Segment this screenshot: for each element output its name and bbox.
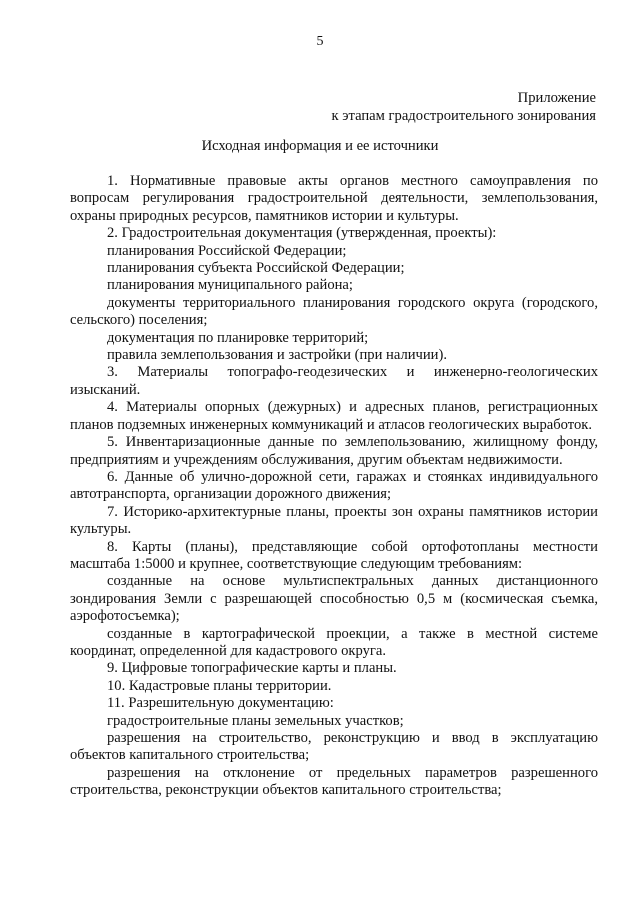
document-title: Исходная информация и ее источники bbox=[201, 138, 439, 154]
paragraph: документация по планировке территорий; bbox=[107, 329, 369, 346]
paragraph: созданные в картографической проекции, а также в местной системе координат, определенной для кадастрового округа. bbox=[70, 625, 598, 659]
paragraph: 6. Данные об улично-дорожной сети, гаражах и стоянках индивидуального автотранспорта, организации дорожного движения; bbox=[70, 468, 598, 503]
page-number: 5 bbox=[316, 34, 324, 49]
paragraph: 10. Кадастровые планы территории. bbox=[107, 677, 332, 694]
paragraph: 4. Материалы опорных (дежурных) и адресных планов, регистрационных планов подземных инженерных коммуникаций и атласов геологических выработок. bbox=[70, 399, 598, 433]
paragraph: правила землепользования и застройки (при наличии). bbox=[107, 347, 448, 364]
paragraph: планирования субъекта Российской Федерации; bbox=[107, 260, 405, 277]
paragraph: 7. Историко-архитектурные планы, проекты зон охраны памятников истории культуры. bbox=[70, 503, 598, 538]
paragraph: 2. Градостроительная документация (утвержденная, проекты): bbox=[107, 225, 497, 242]
paragraph: 1. Нормативные правовые акты органов местного самоуправления по вопросам регулирования градостроительной деятельности, землепользования, охраны природных ресурсов, памятников истории и культуры. bbox=[70, 173, 598, 224]
paragraph: градостроительные планы земельных участков; bbox=[107, 712, 404, 729]
document-body bbox=[70, 173, 598, 800]
appendix-subtitle: к этапам градостроительного зонирования bbox=[331, 108, 596, 124]
paragraph: 3. Материалы топографо-геодезических и инженерно-геологических изысканий. bbox=[70, 364, 598, 398]
paragraph: 11. Разрешительную документацию: bbox=[107, 695, 334, 712]
paragraph: документы территориального планирования городского округа (городского, сельского) поселения; bbox=[70, 294, 598, 329]
paragraph: планирования Российской Федерации; bbox=[107, 242, 347, 259]
paragraph: 9. Цифровые топографические карты и планы. bbox=[107, 660, 397, 677]
paragraph: разрешения на строительство, реконструкцию и ввод в эксплуатацию объектов капитального строительства; bbox=[70, 730, 598, 764]
appendix-label: Приложение bbox=[517, 90, 596, 106]
appendix-header bbox=[332, 89, 596, 125]
paragraph: разрешения на отклонение от предельных параметров разрешенного строительства, реконструкции объектов капитального строительства; bbox=[70, 764, 598, 799]
paragraph: планирования муниципального района; bbox=[107, 277, 353, 294]
paragraph: 5. Инвентаризационные данные по землепользованию, жилищному фонду, предприятиям и учреждениям обслуживания, другим объектам недвижимости. bbox=[70, 434, 598, 468]
paragraph: 8. Карты (планы), представляющие собой ортофотопланы местности масштаба 1:5000 и крупнее, соответствующие следующим требованиям: bbox=[70, 538, 598, 572]
paragraph: созданные на основе мультиспектральных данных дистанционного зондирования Земли с разрешающей способностью 0,5 м (космическая съемка, аэрофотосъемка); bbox=[70, 573, 598, 625]
